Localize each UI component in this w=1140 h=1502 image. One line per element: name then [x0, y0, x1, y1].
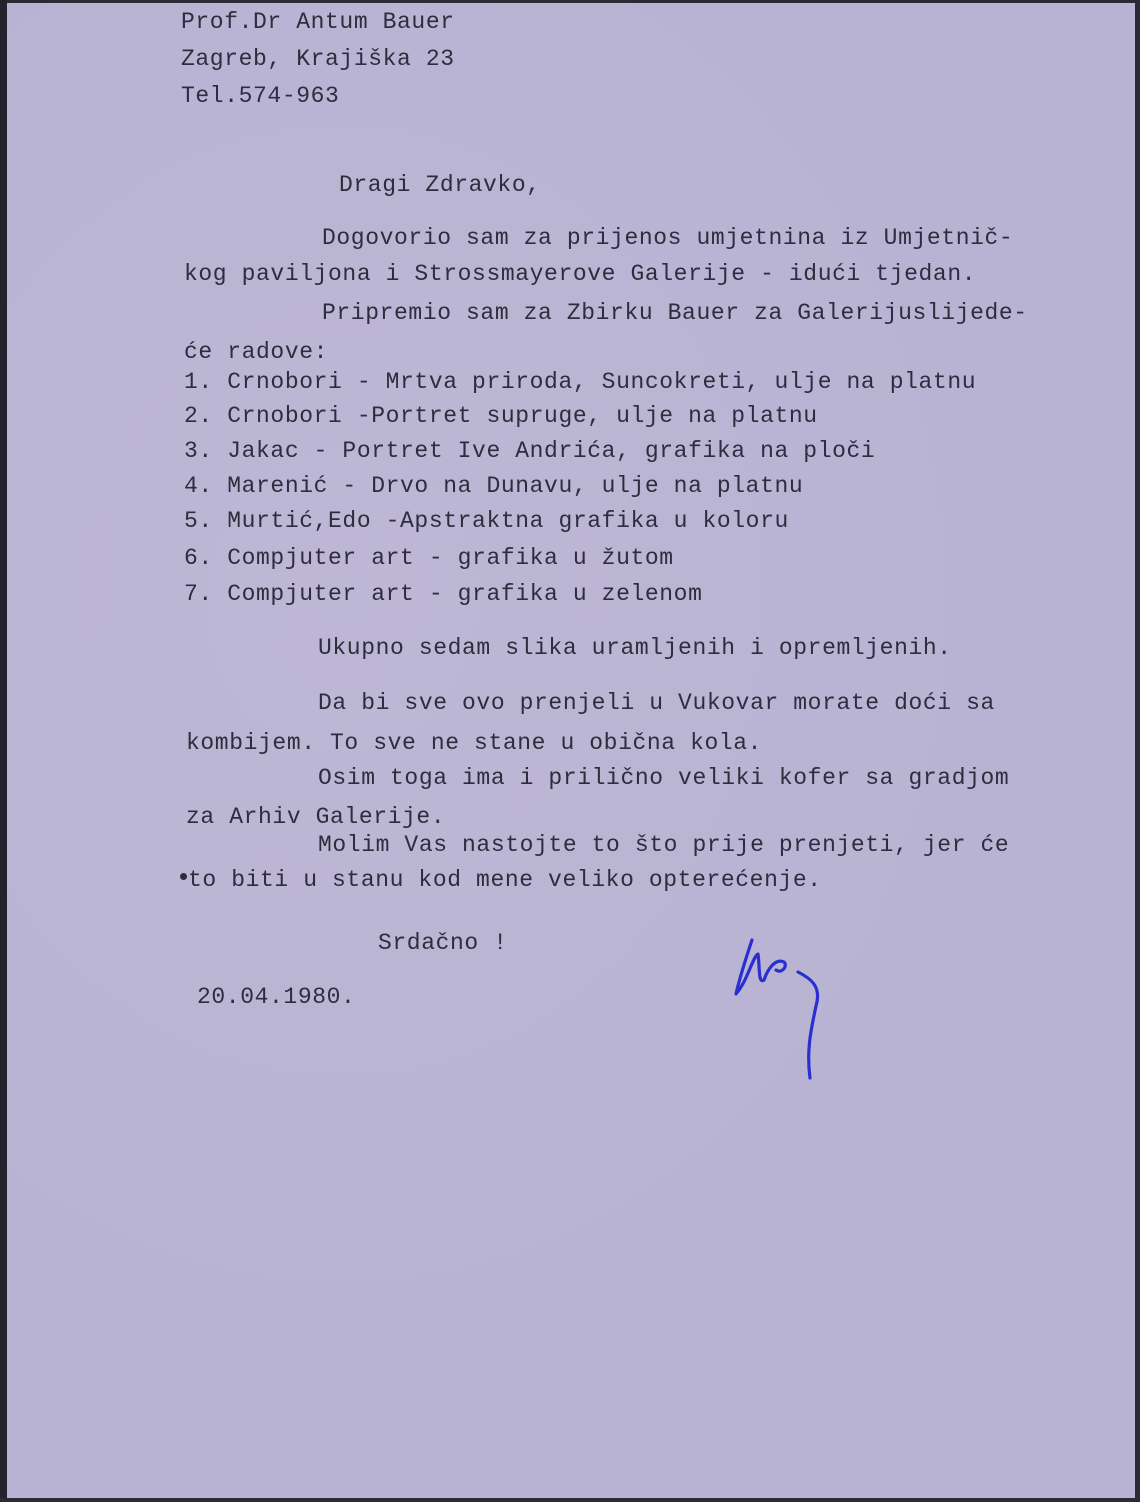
works-list-item: 2. Crnobori -Portret supruge, ulje na platnu — [184, 403, 818, 429]
scan-edge-bottom — [0, 1498, 1140, 1502]
sender-name: Prof.Dr Antum Bauer — [181, 9, 455, 35]
paragraph-5-line-1: Molim Vas nastojte to što prije prenjeti, jer će — [318, 832, 1010, 858]
paragraph-1-line-2: kog paviljona i Strossmayerove Galerije - idući tjedan. — [184, 261, 977, 287]
paragraph-3-line-1: Da bi sve ovo prenjeli u Vukovar morate doći sa — [318, 690, 995, 716]
paragraph-5-line-2: to biti u stanu kod mene veliko opterećenje. — [188, 867, 822, 893]
closing: Srdačno ! — [378, 930, 508, 956]
letter-date: 20.04.1980. — [197, 984, 356, 1010]
paragraph-1-line-1: Dogovorio sam za prijenos umjetnina iz Umjetnič- — [322, 225, 1014, 251]
works-list-item: 5. Murtić,Edo -Apstraktna grafika u koloru — [184, 508, 789, 534]
paragraph-4-line-2: za Arhiv Galerije. — [186, 804, 446, 830]
works-list-item: 3. Jakac - Portret Ive Andrića, grafika na ploči — [184, 438, 876, 464]
scan-edge-right — [1135, 0, 1140, 1502]
works-list-item: 4. Marenić - Drvo na Dunavu, ulje na platnu — [184, 473, 804, 499]
paragraph-4-line-1: Osim toga ima i prilično veliki kofer sa gradjom — [318, 765, 1010, 791]
handwritten-signature — [718, 928, 848, 1088]
paragraph-3-line-2: kombijem. To sve ne stane u obična kola. — [186, 730, 763, 756]
scan-edge-top — [0, 0, 1140, 3]
works-list-item: 6. Compjuter art - grafika u žutom — [184, 545, 674, 571]
scan-edge-left — [0, 0, 7, 1502]
total-line: Ukupno sedam slika uramljenih i opremljenih. — [318, 635, 952, 661]
works-list-item: 7. Compjuter art - grafika u zelenom — [184, 581, 703, 607]
paragraph-2-line-2: će radove: — [184, 339, 329, 365]
sender-phone: Tel.574-963 — [181, 83, 340, 109]
sender-address: Zagreb, Krajiška 23 — [181, 46, 455, 72]
paragraph-2-line-1: Pripremio sam za Zbirku Bauer za Galerijuslijede- — [322, 300, 1028, 326]
ink-smudge — [180, 873, 187, 880]
salutation: Dragi Zdravko, — [339, 172, 541, 198]
works-list-item: 1. Crnobori - Mrtva priroda, Suncokreti, ulje na platnu — [184, 369, 977, 395]
